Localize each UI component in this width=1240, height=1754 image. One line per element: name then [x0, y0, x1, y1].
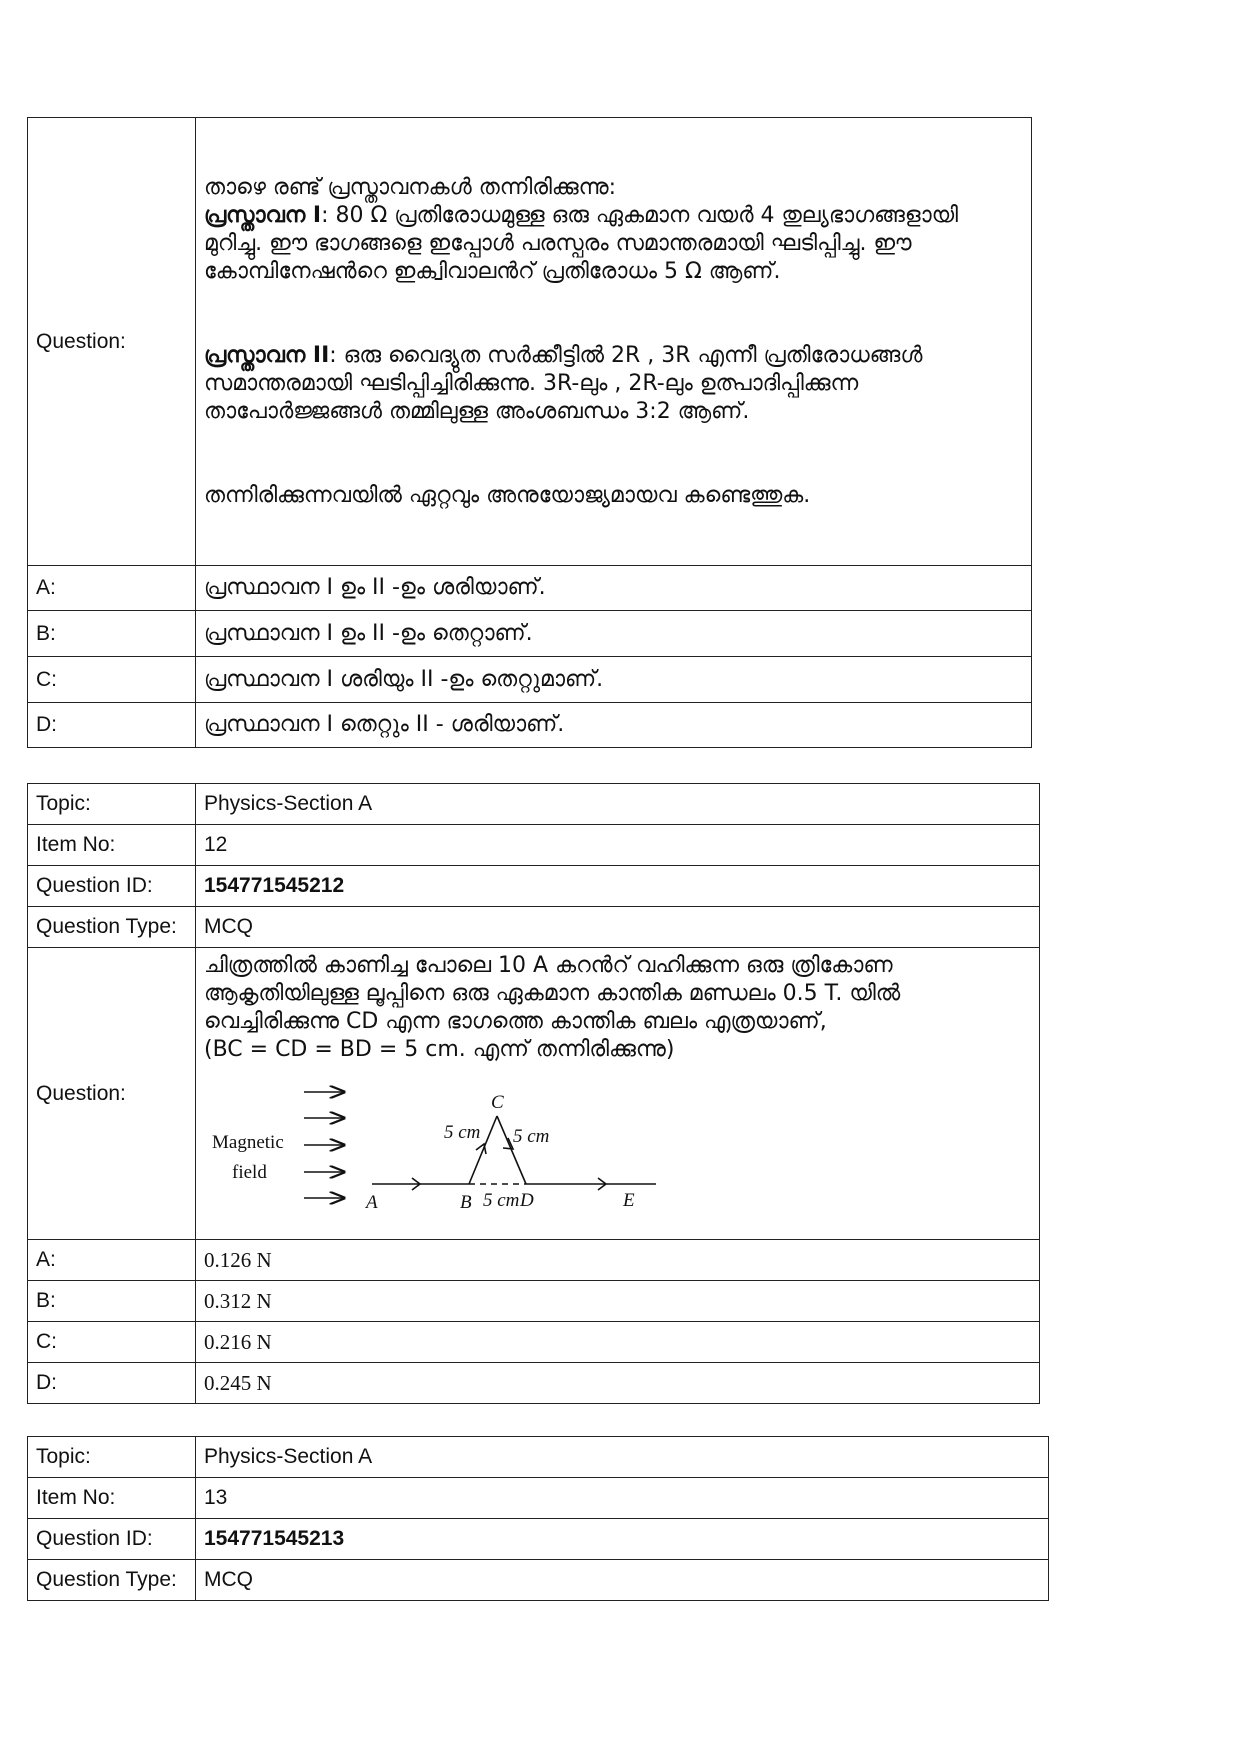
triangle-loop-figure — [204, 1076, 674, 1226]
topic-label: Topic: — [28, 784, 196, 825]
field-label-1: Magnetic — [212, 1132, 284, 1153]
option-d-text: 0.245 N — [196, 1363, 1040, 1404]
option-c-text: പ്രസ്ഥാവന I ശരിയും II -ഉം തെറ്റുമാണ്. — [196, 657, 1032, 703]
option-b-label: B: — [28, 1281, 196, 1322]
option-a-text: 0.126 N — [196, 1240, 1040, 1281]
statement-2-heading: പ്രസ്താവന II — [204, 342, 330, 368]
question-11-table — [27, 117, 1032, 748]
topic-value: Physics-Section A — [196, 784, 1040, 825]
option-c-label: C: — [28, 1322, 196, 1363]
question-type-label: Question Type: — [28, 1560, 196, 1601]
option-d-label: D: — [28, 703, 196, 748]
item-no-label: Item No: — [28, 1478, 196, 1519]
item-no-value: 12 — [196, 825, 1040, 866]
length-cd-label: 5 cm — [513, 1126, 550, 1147]
length-bd-label: 5 cm — [483, 1190, 520, 1211]
length-bc-label: 5 cm — [444, 1122, 481, 1143]
option-d-label: D: — [28, 1363, 196, 1404]
point-e-label: E — [623, 1190, 635, 1211]
option-d-text: പ്രസ്ഥാവന I തെറ്റും II - ശരിയാണ്. — [196, 703, 1032, 748]
question-body — [196, 948, 1040, 1240]
question-text: ചിത്രത്തിൽ കാണിച്ച പോലെ 10 A കറൻറ് വഹിക്കുന്ന ഒരു ത്രികോണ ആകൃതിയിലുള്ള ലൂപ്പിനെ ഒരു ഏകമാന കാന്തിക മണ്ഡലം 0.5 T. യിൽ വെച്ചിരിക്കുന്നു CD എന്ന ഭാഗത്തെ കാന്തിക ബലം എത്രയാണ്, — [204, 953, 901, 1034]
item-no-value: 13 — [196, 1478, 1049, 1519]
option-b-label: B: — [28, 611, 196, 657]
point-b-label: B — [460, 1192, 472, 1213]
point-c-label: C — [491, 1092, 504, 1113]
question-label: Question: — [28, 948, 196, 1240]
question-12-table — [27, 783, 1040, 1404]
statement-1-heading: പ്രസ്താവന I — [204, 202, 322, 228]
question-type-value: MCQ — [196, 907, 1040, 948]
statement-2-text: : ഒരു വൈദ്യുത സർക്കീട്ടിൽ 2R , 3R എന്നീ പ്രതിരോധങ്ങൾ സമാന്തരമായി ഘടിപ്പിച്ചിരിക്കുന്നു. 3R-ലും , 2R-ലും ഉത്പാദിപ്പിക്കുന്ന താപോർജ്ജങ്ങൾ തമ്മിലുള്ള അംശബന്ധം 3:2 ആണ്. — [204, 342, 923, 424]
option-a-text: പ്രസ്ഥാവന I ഉം II -ഉം ശരിയാണ്. — [196, 566, 1032, 611]
question-id-value: 154771545212 — [196, 866, 1040, 907]
statement-1 — [204, 202, 1023, 286]
point-d-label: D — [520, 1190, 534, 1211]
point-a-label: A — [366, 1192, 378, 1213]
question-label: Question: — [28, 118, 196, 566]
question-type-value: MCQ — [196, 1560, 1049, 1601]
option-a-label: A: — [28, 566, 196, 611]
question-13-table — [27, 1436, 1049, 1601]
option-c-text: 0.216 N — [196, 1322, 1040, 1363]
question-text — [196, 118, 1032, 566]
option-a-label: A: — [28, 1240, 196, 1281]
topic-value: Physics-Section A — [196, 1437, 1049, 1478]
question-id-label: Question ID: — [28, 1519, 196, 1560]
option-c-label: C: — [28, 657, 196, 703]
question-id-value: 154771545213 — [196, 1519, 1049, 1560]
item-no-label: Item No: — [28, 825, 196, 866]
question-given: (BC = CD = BD = 5 cm. എന്ന് തന്നിരിക്കുന്നു) — [204, 1037, 675, 1062]
topic-label: Topic: — [28, 1437, 196, 1478]
question-id-label: Question ID: — [28, 866, 196, 907]
question-instruction: തന്നിരിക്കുന്നവയിൽ ഏറ്റവും അനുയോജ്യമായവ കണ്ടെത്തുക. — [204, 482, 811, 508]
statement-2 — [204, 342, 1023, 426]
field-label-2: field — [232, 1162, 267, 1183]
statement-1-text: : 80 Ω പ്രതിരോധമുള്ള ഒരു ഏകമാന വയർ 4 തുല്യഭാഗങ്ങളായി മുറിച്ചു. ഈ ഭാഗങ്ങളെ ഇപ്പോൾ പരസ്പരം സമാന്തരമായി ഘടിപ്പിച്ചു. ഈ കോമ്പിനേഷൻറെ ഇക്വിവാലൻറ് പ്രതിരോധം 5 Ω ആണ്. — [204, 202, 959, 284]
option-b-text: 0.312 N — [196, 1281, 1040, 1322]
question-intro: താഴെ രണ്ട് പ്രസ്താവനകൾ തന്നിരിക്കുന്നു: — [204, 174, 617, 200]
question-type-label: Question Type: — [28, 907, 196, 948]
magnetic-field-arrows — [304, 1092, 344, 1198]
option-b-text: പ്രസ്ഥാവന I ഉം II -ഉം തെറ്റാണ്. — [196, 611, 1032, 657]
